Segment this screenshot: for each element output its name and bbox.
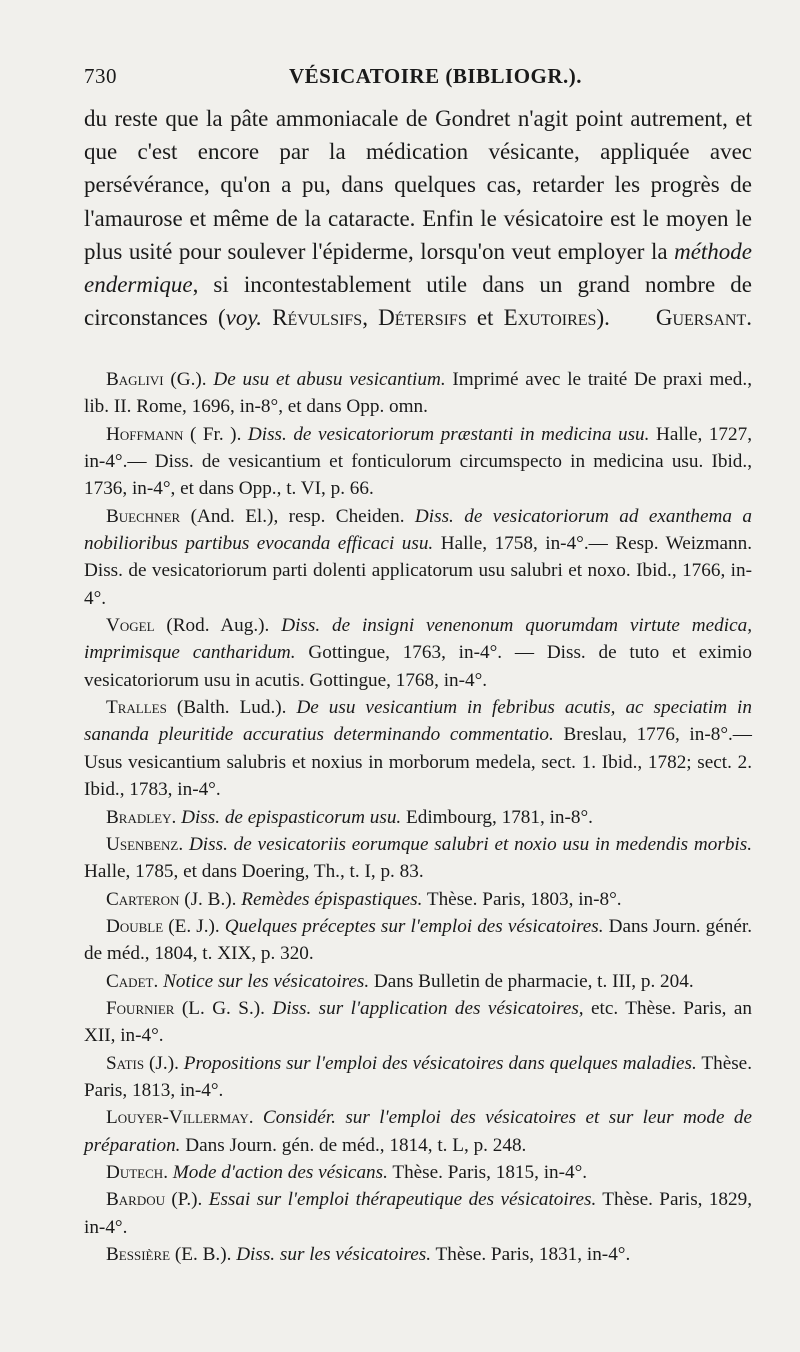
ref-title: Diss. sur les vésicatoires. [236, 1244, 432, 1265]
ref-author: Satis [106, 1052, 145, 1074]
bibliography-entry [84, 1050, 752, 1105]
ref-author: Louyer-Villermay [106, 1107, 249, 1129]
bibliography-entry [84, 1186, 752, 1241]
ref-rest: Dans Bulletin de pharmacie, t. III, p. 204. [369, 970, 694, 992]
ref-author: Buechner [106, 505, 181, 527]
ref-title: Diss. de vesicatoriis eorumque salubri et noxio usu in medendis morbis. [188, 833, 753, 855]
ref-title: Diss. de vesicatoriorum ad exanthema a nobilioribus partibus evocanda efficaci usu. [84, 505, 752, 555]
ref-title: Essai sur l'emploi thérapeutique des vésicatoires. [208, 1189, 597, 1211]
ref-pre: . [248, 1107, 263, 1129]
bibliography-entry [84, 612, 752, 694]
ref-author: Hoffmann [106, 423, 184, 445]
ref-pre: (G.). [163, 369, 214, 390]
xref-detersifs: Détersifs [378, 305, 467, 331]
ref-title: Considér. sur l'emploi des vésicatoires et sur leur mode de préparation. [84, 1107, 753, 1156]
ref-rest: Gottingue, 1763, in-4°. — Diss. de tuto et eximio vesicatoriorum usu in acutis. Gottingue, 1768, in-4°. [84, 642, 752, 691]
ref-rest: Thèse. Paris, 1829, in-4°. [84, 1189, 753, 1238]
bibliography [84, 366, 752, 1268]
ref-author: Carteron [106, 888, 180, 910]
ref-title: Diss. de insigni venenonum quorumdam virtute medica, imprimisque cantharidum. [84, 615, 753, 664]
ref-pre: . [163, 1161, 173, 1183]
bibliography-entry [84, 1241, 752, 1268]
bibliography-entry [84, 366, 752, 421]
author-signature: Guersant. [655, 305, 753, 331]
emphasis-method: méthode endermique [84, 238, 752, 298]
ref-rest: Dans Journ. génér. de méd., 1804, t. XIX, p. 320. [84, 915, 752, 965]
ref-pre: (Rod. Aug.). [154, 615, 282, 637]
ref-rest: Halle, 1785, et dans Doering, Th., t. I, p. 83. [84, 861, 424, 883]
ref-author: Double [106, 915, 164, 937]
page-number: 730 [84, 64, 117, 88]
bibliography-entry [84, 503, 752, 612]
ref-author: Baglivi [106, 369, 164, 390]
ref-title: De usu vesicantium in febribus acutis, ac speciatim in sananda pleuritide accuratius determinando commentatio. [84, 697, 752, 746]
ref-title: Notice sur les vésicatoires. [163, 970, 370, 992]
bibliography-entry [84, 968, 752, 995]
ref-rest: Imprimé avec le traité De praxi med., lib. II. Rome, 1696, in-8°, et dans Opp. omn. [84, 369, 752, 418]
bibliography-entry [84, 421, 752, 503]
ref-pre: (J.). [144, 1052, 184, 1074]
ref-title: Remèdes épispastiques. [241, 888, 423, 910]
bibliography-entry [84, 913, 752, 968]
page-header [84, 64, 752, 98]
ref-rest: Thèse. Paris, 1831, in-4°. [431, 1244, 631, 1265]
ref-rest: Thèse. Paris, 1813, in-4°. [84, 1052, 752, 1101]
ref-rest: Thèse. Paris, 1815, in-4°. [387, 1161, 588, 1183]
ref-pre: . [171, 806, 182, 828]
ref-rest: Edimbourg, 1781, in-8°. [401, 806, 593, 828]
ref-rest: Halle, 1758, in-4°.— Resp. Weizmann. Diss. de vesicatoriorum parti dolenti applicatorum usu salubri et noxo. Ibid., 1766, in-4°. [84, 533, 752, 609]
ref-rest: etc. Thèse. Paris, an XII, in-4°. [84, 997, 752, 1047]
ref-pre: ( Fr. ). [183, 423, 248, 445]
ref-title: Diss. sur l'application des vésicatoires, [272, 997, 584, 1019]
ref-author: Usenbenz [106, 833, 179, 855]
ref-title: Diss. de epispasticorum usu. [181, 806, 402, 828]
bibliography-entry [84, 831, 752, 886]
ref-rest: Thèse. Paris, 1803, in-8°. [422, 888, 622, 910]
ref-pre: . [178, 833, 189, 855]
ref-rest: Halle, 1727, in-4°.— Diss. de vesicantium et fonticulorum circumspecto in medicina usu. Ibid., 1736, in-4°, et dans Opp., t. VI, p. 66. [84, 423, 752, 500]
intro-paragraph [84, 102, 752, 334]
ref-author: Cadet [106, 970, 154, 992]
bibliography-entry [84, 1104, 752, 1159]
ref-title: De usu et abusu vesicantium. [213, 369, 446, 390]
bibliography-entry [84, 694, 752, 803]
intro-text: du reste que la pâte ammoniacale de Gondret n'agit point autrement, et que c'est encore par la médication vésicante, appliquée avec persévérance, qu'on a pu, dans quelques cas, retarder les progrès de l'amaurose et même de la cataracte. Enfin le vésicatoire est le moyen le plus usité pour soulever l'épiderme, lorsqu'on veut employer la méthode endermique, si incontestablement utile dans un grand nombre de circonstances (voy. Révulsifs, Détersifs et Exutoires). Guersant. [84, 106, 753, 331]
bibliography-entry [84, 804, 752, 831]
bibliography-entry [84, 1159, 752, 1186]
ref-author: Bardou [106, 1189, 166, 1211]
ref-pre: (E. B.). [170, 1244, 237, 1265]
ref-author: Bradley [106, 806, 172, 828]
ref-author: Dutech [106, 1161, 164, 1183]
ref-title: Quelques préceptes sur l'emploi des vésicatoires. [224, 915, 604, 937]
ref-title: Mode d'action des vésicans. [172, 1161, 388, 1183]
bibliography-entry [84, 995, 752, 1050]
xref-revulsifs: Révulsifs [272, 305, 363, 331]
ref-pre: (And. El.), resp. Cheiden. [180, 505, 415, 527]
ref-rest: Dans Journ. gén. de méd., 1814, t. L, p. 248. [180, 1134, 527, 1156]
ref-rest: Breslau, 1776, in-8°.— Usus vesicantium salubris et noxius in morborum medela, sect. 1. Ibid., 1782; sect. 2. Ibid., 1783, in-4°. [84, 724, 752, 801]
bibliography-entry [84, 886, 752, 913]
ref-title: Propositions sur l'emploi des vésicatoires dans quelques maladies. [183, 1052, 697, 1074]
ref-pre: (E. J.). [163, 915, 225, 937]
ref-pre: (P.). [165, 1189, 209, 1211]
xref-exutoires: Exutoires [503, 305, 597, 331]
ref-author: Vogel [106, 615, 155, 637]
ref-pre: (Balth. Lud.). [166, 697, 297, 719]
ref-author: Fournier [106, 997, 175, 1019]
ref-pre: (L. G. S.). [174, 997, 273, 1019]
running-title: VÉSICATOIRE (BIBLIOGR.). [289, 64, 583, 88]
ref-pre: . [153, 970, 164, 992]
voy-abbrev: voy. [225, 305, 263, 331]
ref-title: Diss. de vesicatoriorum præstanti in medicina usu. [247, 423, 650, 445]
ref-pre: (J. B.). [179, 888, 242, 910]
ref-author: Tralles [106, 697, 167, 719]
ref-author: Bessière [106, 1244, 171, 1265]
